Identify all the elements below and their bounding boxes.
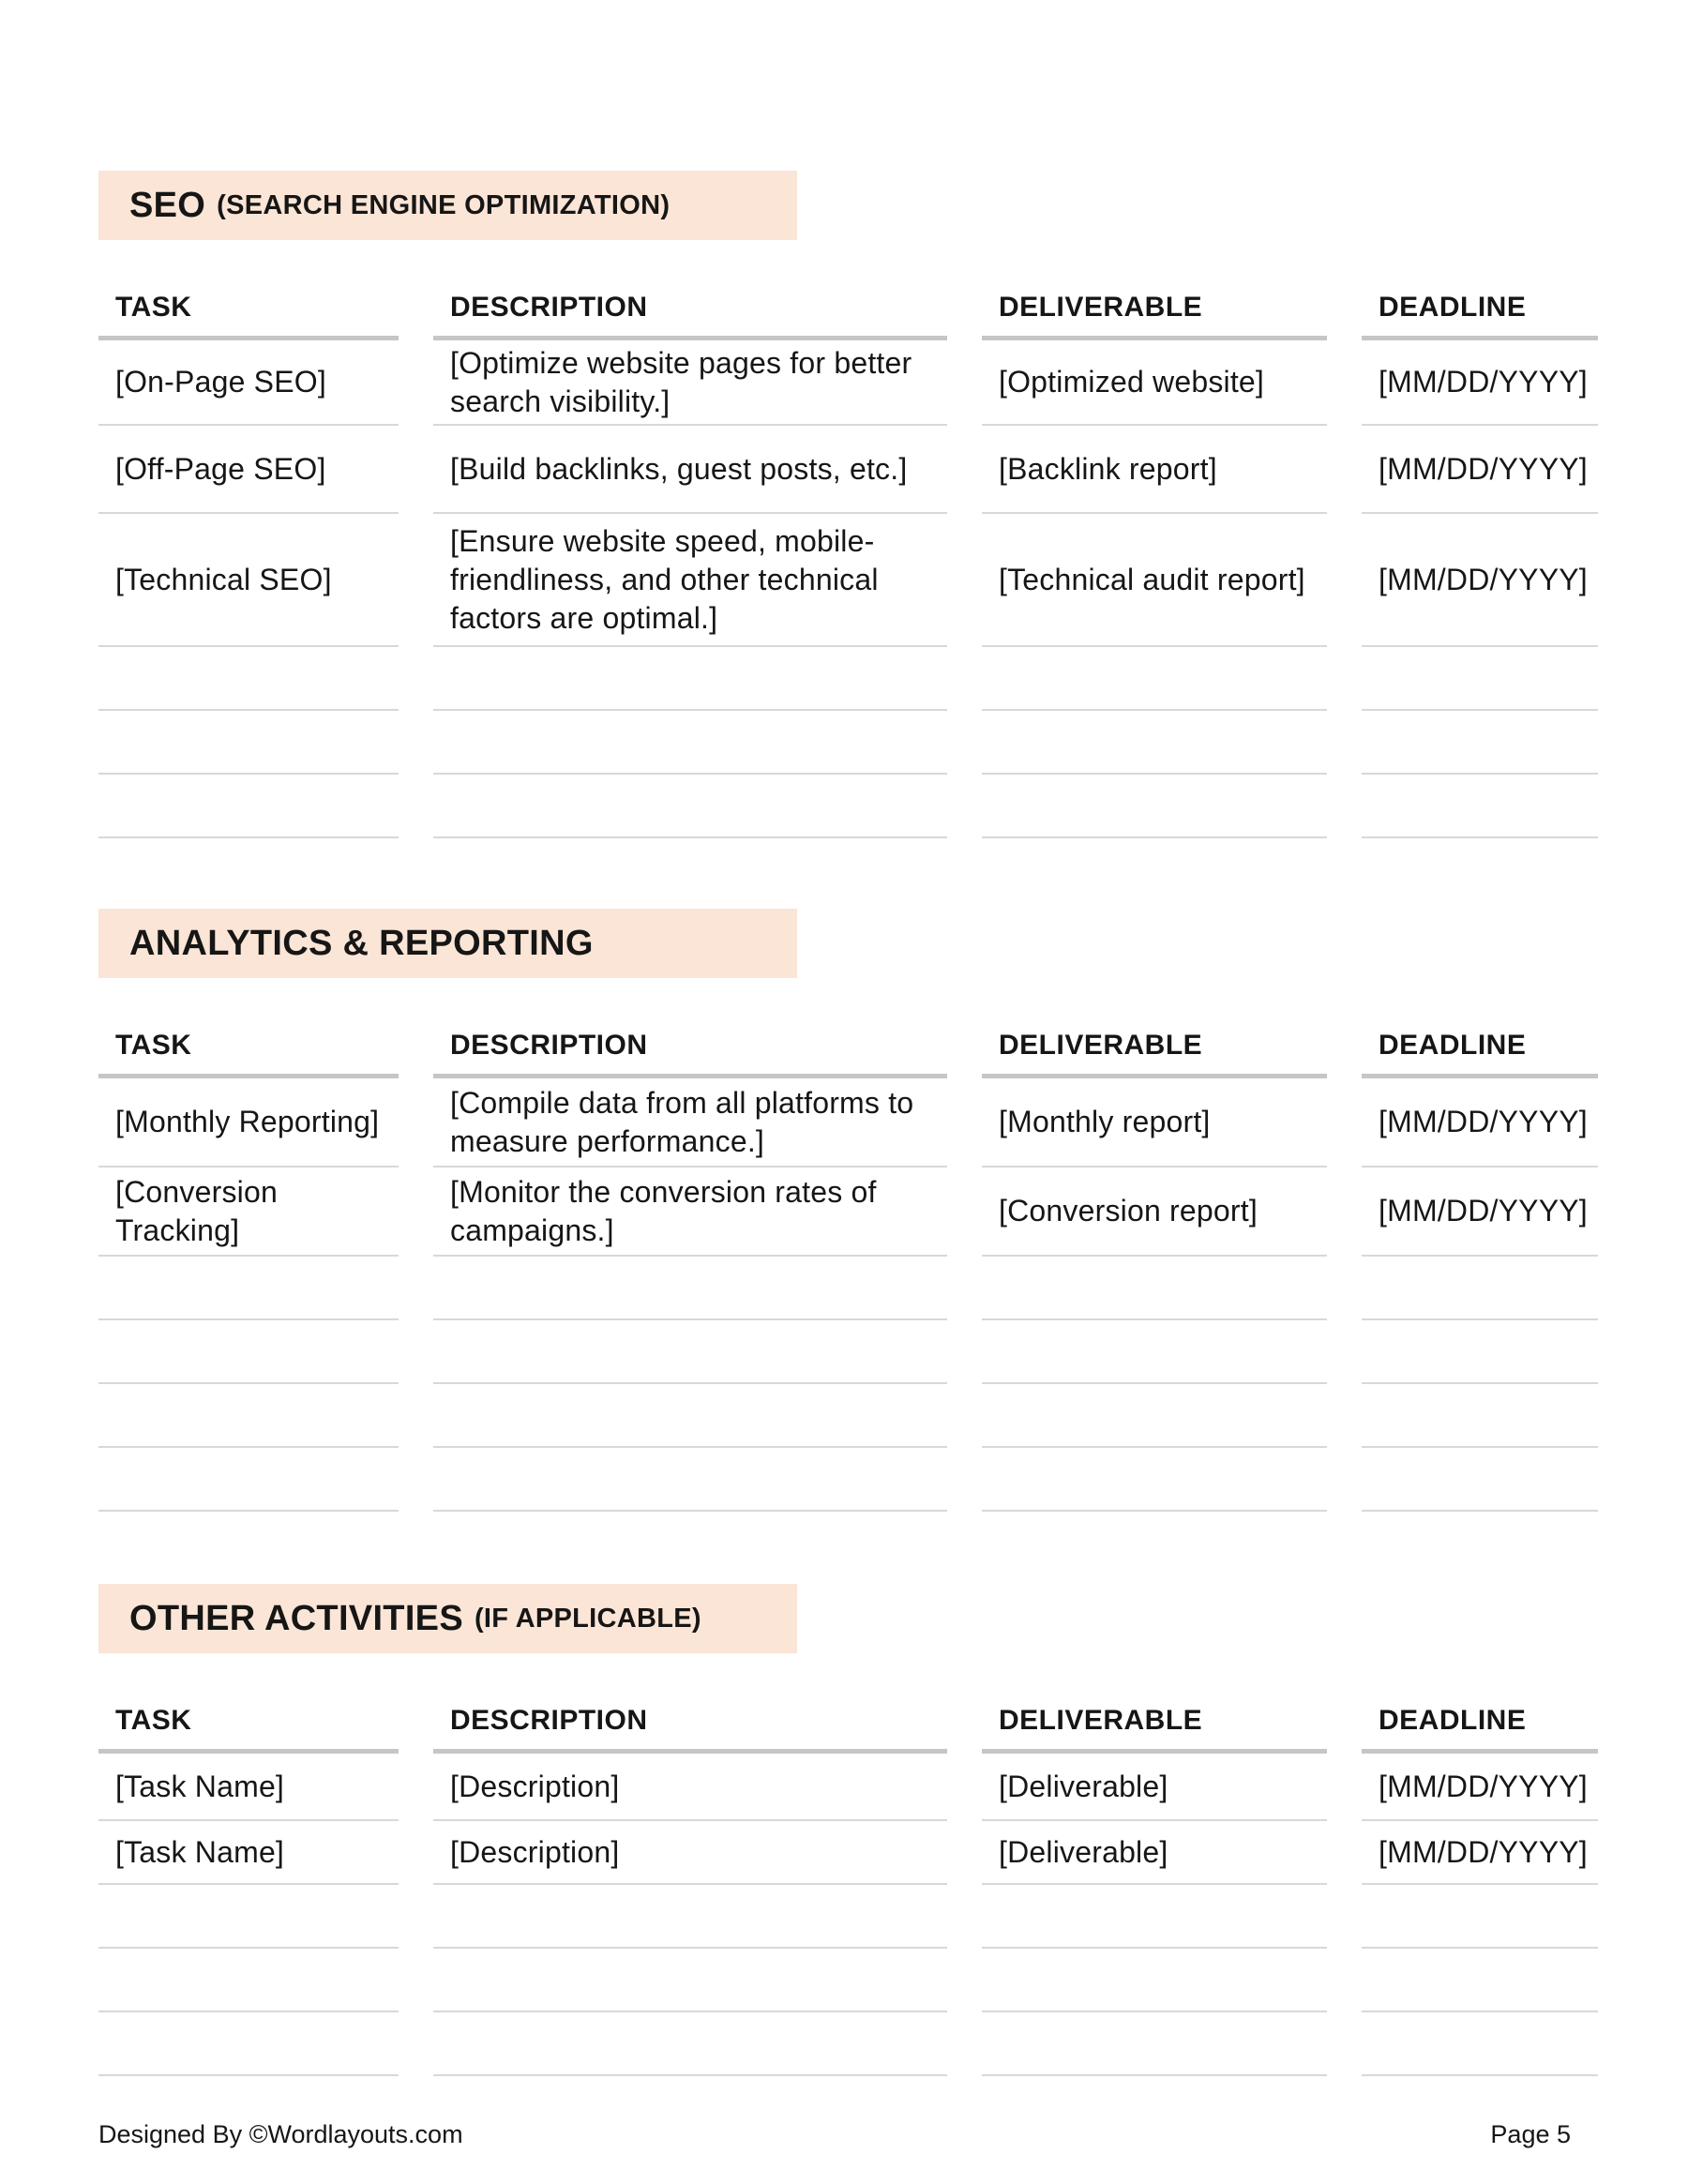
empty-cell xyxy=(433,1448,947,1512)
table-row xyxy=(98,1167,1598,1257)
empty-cell xyxy=(98,711,399,775)
empty-cell xyxy=(1362,1384,1598,1448)
empty-cell xyxy=(982,1448,1327,1512)
footer-credit: Designed By ©Wordlayouts.com xyxy=(98,2120,463,2148)
empty-cell xyxy=(433,1257,947,1320)
empty-table-row xyxy=(98,1448,1598,1512)
empty-cell xyxy=(1362,1448,1598,1512)
description-cell: [Ensure website speed, mobile-friendliness, and other technical factors are optimal.] xyxy=(433,514,947,647)
empty-cell xyxy=(982,1384,1327,1448)
empty-cell xyxy=(98,1949,399,2012)
column-header-task: TASK xyxy=(98,1027,399,1078)
empty-cell xyxy=(1362,1885,1598,1949)
empty-cell xyxy=(433,1320,947,1384)
empty-cell xyxy=(1362,775,1598,838)
empty-cell xyxy=(982,1320,1327,1384)
empty-cell xyxy=(98,1448,399,1512)
table-row xyxy=(98,514,1598,647)
column-header-deliverable: DELIVERABLE xyxy=(982,1027,1327,1078)
empty-cell xyxy=(1362,1257,1598,1320)
description-cell: [Compile data from all platforms to measure performance.] xyxy=(433,1078,947,1167)
empty-cell xyxy=(98,1384,399,1448)
empty-table-row xyxy=(98,2012,1598,2076)
empty-table-row xyxy=(98,1949,1598,2012)
deliverable-cell: [Conversion report] xyxy=(982,1167,1327,1257)
empty-cell xyxy=(433,1885,947,1949)
empty-table-row xyxy=(98,1257,1598,1320)
table-row xyxy=(98,1754,1598,1821)
column-header-task: TASK xyxy=(98,289,399,340)
column-header-description: DESCRIPTION xyxy=(433,289,947,340)
empty-cell xyxy=(98,775,399,838)
task-cell: [On-Page SEO] xyxy=(98,340,399,426)
description-cell: [Optimize website pages for better search visibility.] xyxy=(433,340,947,426)
empty-cell xyxy=(982,1885,1327,1949)
empty-cell xyxy=(433,711,947,775)
section-heading-band xyxy=(98,1584,797,1653)
deadline-cell: [MM/DD/YYYY] xyxy=(1362,1754,1598,1821)
column-header-deadline: DEADLINE xyxy=(1362,1702,1598,1754)
section-title: SEO xyxy=(129,185,206,225)
column-header-description: DESCRIPTION xyxy=(433,1027,947,1078)
page-number: Page 5 xyxy=(1490,2120,1571,2148)
column-header-deliverable: DELIVERABLE xyxy=(982,1702,1327,1754)
empty-cell xyxy=(1362,711,1598,775)
empty-cell xyxy=(982,2012,1327,2076)
empty-cell xyxy=(982,775,1327,838)
table-header-row xyxy=(98,289,1598,340)
table-row xyxy=(98,340,1598,426)
deadline-cell: [MM/DD/YYYY] xyxy=(1362,426,1598,514)
deadline-cell: [MM/DD/YYYY] xyxy=(1362,514,1598,647)
deadline-cell: [MM/DD/YYYY] xyxy=(1362,340,1598,426)
column-header-deadline: DEADLINE xyxy=(1362,1027,1598,1078)
task-cell: [Conversion Tracking] xyxy=(98,1167,399,1257)
empty-cell xyxy=(982,1257,1327,1320)
deliverable-cell: [Backlink report] xyxy=(982,426,1327,514)
empty-cell xyxy=(1362,647,1598,711)
empty-cell xyxy=(98,2012,399,2076)
deadline-cell: [MM/DD/YYYY] xyxy=(1362,1821,1598,1885)
empty-cell xyxy=(433,775,947,838)
table-header-row xyxy=(98,1702,1598,1754)
empty-cell xyxy=(98,647,399,711)
section-seo xyxy=(98,171,1598,838)
description-cell: [Monitor the conversion rates of campaigns.] xyxy=(433,1167,947,1257)
empty-cell xyxy=(98,1257,399,1320)
empty-cell xyxy=(1362,1320,1598,1384)
deliverable-cell: [Optimized website] xyxy=(982,340,1327,426)
empty-cell xyxy=(98,1320,399,1384)
empty-cell xyxy=(1362,1949,1598,2012)
empty-cell xyxy=(433,1949,947,2012)
deliverable-cell: [Technical audit report] xyxy=(982,514,1327,647)
empty-cell xyxy=(982,711,1327,775)
deliverable-cell: [Deliverable] xyxy=(982,1754,1327,1821)
empty-cell xyxy=(982,647,1327,711)
description-cell: [Description] xyxy=(433,1754,947,1821)
empty-cell xyxy=(982,1949,1327,2012)
empty-table-row xyxy=(98,647,1598,711)
empty-cell xyxy=(1362,2012,1598,2076)
section-heading-band xyxy=(98,909,797,978)
empty-table-row xyxy=(98,1885,1598,1949)
empty-table-row xyxy=(98,1320,1598,1384)
deadline-cell: [MM/DD/YYYY] xyxy=(1362,1167,1598,1257)
empty-cell xyxy=(433,2012,947,2076)
empty-cell xyxy=(433,647,947,711)
task-cell: [Task Name] xyxy=(98,1754,399,1821)
empty-cell xyxy=(98,1885,399,1949)
section-title: ANALYTICS & REPORTING xyxy=(129,923,594,963)
section-heading-band xyxy=(98,171,797,240)
description-cell: [Build backlinks, guest posts, etc.] xyxy=(433,426,947,514)
column-header-task: TASK xyxy=(98,1702,399,1754)
table-header-row xyxy=(98,1027,1598,1078)
task-cell: [Task Name] xyxy=(98,1821,399,1885)
empty-cell xyxy=(433,1384,947,1448)
table-row xyxy=(98,426,1598,514)
column-header-description: DESCRIPTION xyxy=(433,1702,947,1754)
empty-table-row xyxy=(98,775,1598,838)
page-footer xyxy=(98,2117,1571,2151)
task-cell: [Monthly Reporting] xyxy=(98,1078,399,1167)
section-analytics-reporting xyxy=(98,909,1598,1512)
column-header-deliverable: DELIVERABLE xyxy=(982,289,1327,340)
section-other-activities xyxy=(98,1584,1598,2076)
section-title: OTHER ACTIVITIES xyxy=(129,1598,463,1638)
deliverable-cell: [Deliverable] xyxy=(982,1821,1327,1885)
empty-table-row xyxy=(98,1384,1598,1448)
empty-table-row xyxy=(98,711,1598,775)
table-row xyxy=(98,1078,1598,1167)
task-cell: [Technical SEO] xyxy=(98,514,399,647)
column-header-deadline: DEADLINE xyxy=(1362,289,1598,340)
section-subtitle: (IF APPLICABLE) xyxy=(474,1603,701,1634)
deadline-cell: [MM/DD/YYYY] xyxy=(1362,1078,1598,1167)
table-row xyxy=(98,1821,1598,1885)
section-subtitle: (SEARCH ENGINE OPTIMIZATION) xyxy=(217,189,671,220)
task-cell: [Off-Page SEO] xyxy=(98,426,399,514)
description-cell: [Description] xyxy=(433,1821,947,1885)
deliverable-cell: [Monthly report] xyxy=(982,1078,1327,1167)
